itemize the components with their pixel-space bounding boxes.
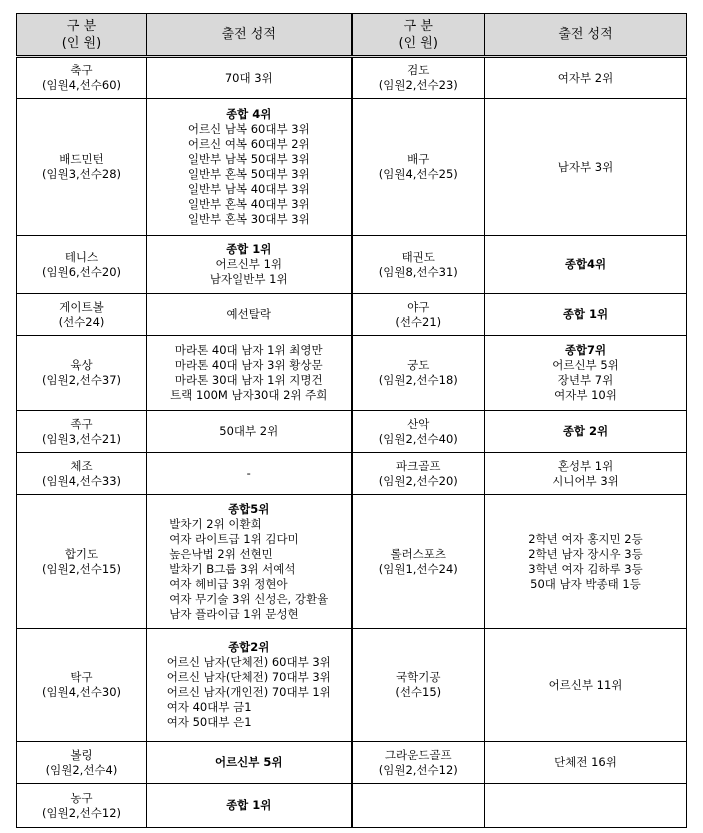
left-sport-name: 게이트볼: [59, 299, 104, 314]
right-sport-name: 배구: [407, 152, 430, 166]
left-result-line: 일반부 남복 40대부 3위: [187, 182, 310, 196]
left-sport-headcount: (임원3,선수21): [41, 431, 121, 446]
left-result-line: 트랙 100M 남자30대 2위 주희: [170, 388, 328, 402]
left-sport-cell: [17, 742, 147, 784]
left-sport-name: 육상: [70, 358, 93, 372]
left-result-line: 여자 헤비급 3위 정현아: [169, 576, 288, 591]
right-result-cell: [485, 629, 687, 742]
right-sport-headcount: (임원8,선수31): [378, 264, 458, 279]
left-sport-headcount: (임원4,선수33): [41, 473, 121, 488]
left-result-line: 70대 3위: [224, 70, 273, 85]
right-sport-name: 파크골프: [396, 458, 441, 473]
left-result-line: 일반부 혼복 50대부 3위: [187, 167, 310, 181]
right-result-line: 장년부 7위: [557, 373, 614, 387]
left-sport-name: 볼링: [70, 747, 93, 762]
left-result-summary: 종합 1위: [226, 242, 272, 256]
header-category-label-2: 구 분: [403, 18, 433, 34]
left-result-summary: 어르신부 5위: [214, 755, 283, 769]
left-result-summary: 종합 1위: [226, 798, 272, 812]
right-result-line: 2학년 여자 홍지민 2등: [528, 531, 643, 546]
right-sport-name: 산악: [407, 416, 430, 431]
right-sport-headcount: (선수21): [395, 314, 442, 329]
table-row: [17, 99, 687, 236]
left-sport-cell: [17, 336, 147, 411]
left-sport-name: 체조: [70, 458, 93, 473]
left-sport-name: 축구: [70, 63, 93, 77]
left-result-cell: [147, 742, 352, 784]
right-sport-name: 궁도: [407, 358, 430, 372]
left-result-cell: [147, 453, 352, 495]
right-sport-headcount: (임원2,선수40): [378, 431, 458, 446]
header-result-label: 출전 성적: [221, 27, 276, 42]
right-result-line: 어르신부 11위: [548, 677, 623, 692]
left-result-cell: [147, 495, 352, 629]
right-result-line: 시니어부 3위: [552, 473, 619, 488]
right-result-cell: [485, 236, 687, 294]
left-result-line: 어르신 남자(개인전) 70대부 1위: [166, 685, 331, 699]
left-result-line: 여자 50대부 은1: [166, 715, 252, 729]
left-sport-headcount: (임원4,선수30): [41, 685, 121, 699]
left-sport-headcount: (임원2,선수37): [41, 373, 121, 387]
right-result-line: 여자부 2위: [557, 70, 614, 85]
left-sport-name: 농구: [70, 790, 93, 805]
left-sport-name: 배드민턴: [59, 152, 104, 166]
left-result-line: 마라톤 40대 남자 1위 최영만: [174, 343, 323, 357]
left-result-cell: [147, 411, 352, 453]
right-result-line: 3학년 여자 김하루 3등: [528, 561, 643, 576]
right-result-cell: [485, 294, 687, 336]
left-sport-cell: [17, 57, 147, 99]
left-result-line: 여자 40대부 금1: [166, 700, 252, 714]
right-result-line: 단체전 16위: [554, 755, 617, 769]
right-result-line: 50대 남자 박종태 1등: [530, 576, 641, 591]
left-result-line: 일반부 남복 50대부 3위: [187, 152, 310, 166]
left-result-line: 여자 무기술 3위 신성은, 강환율: [169, 591, 329, 606]
right-sport-name: 검도: [407, 63, 430, 77]
left-result-line: 남자 플라이급 1위 문성현: [169, 606, 299, 621]
header-result-label-2: 출전 성적: [558, 27, 613, 42]
right-result-line: 여자부 10위: [554, 388, 617, 402]
left-sport-name: 족구: [70, 416, 93, 431]
left-result-line: 어르신 남자(단체전) 70대부 3위: [166, 670, 331, 684]
table-row: [17, 742, 687, 784]
left-result-line: 마라톤 40대 남자 3위 황상문: [174, 358, 323, 372]
header-row: [17, 14, 687, 57]
right-result-cell: [485, 453, 687, 495]
table-row: [17, 784, 687, 828]
right-result-cell: [485, 784, 687, 828]
right-sport-cell: [352, 57, 485, 99]
left-result-cell: [147, 236, 352, 294]
left-sport-cell: [17, 294, 147, 336]
left-result-cell: [147, 99, 352, 236]
right-sport-cell: [352, 336, 485, 411]
left-sport-name: 합기도: [64, 546, 99, 561]
right-sport-cell: [352, 236, 485, 294]
right-result-line: 남자부 3위: [557, 159, 614, 174]
table-row: [17, 629, 687, 742]
header-category: [17, 14, 147, 57]
left-result-line: 발차기 2위 이환희: [169, 516, 262, 531]
right-result-cell: [485, 495, 687, 629]
left-sport-name: 테니스: [64, 249, 99, 264]
left-sport-cell: [17, 629, 147, 742]
header-category-2: [352, 14, 485, 57]
right-sport-cell: [352, 411, 485, 453]
table-row: [17, 495, 687, 629]
table-row: [17, 411, 687, 453]
header-headcount-label: (인 원): [61, 35, 102, 51]
left-sport-cell: [17, 236, 147, 294]
right-sport-name: 그라운드골프: [384, 747, 452, 762]
left-sport-cell: [17, 495, 147, 629]
right-result-cell: [485, 336, 687, 411]
left-result-line: 어르신 남자(단체전) 60대부 3위: [166, 655, 331, 669]
right-result-cell: [485, 99, 687, 236]
header-result: [147, 14, 352, 57]
left-result-line: 어르신 남복 60대부 3위: [187, 122, 310, 136]
left-result-summary: 종합 4위: [226, 107, 272, 121]
left-sport-headcount: (임원3,선수28): [41, 167, 121, 181]
left-sport-name: 탁구: [70, 670, 93, 684]
right-result-line: 혼성부 1위: [557, 458, 614, 473]
header-category-label: 구 분: [66, 18, 97, 34]
right-sport-headcount: (임원2,선수12): [378, 762, 458, 777]
right-sport-cell: [352, 99, 485, 236]
right-result-summary: 종합4위: [564, 257, 607, 271]
right-sport-cell: [352, 495, 485, 629]
left-result-line: 50대부 2위: [219, 424, 279, 438]
right-result-line: 어르신부 5위: [552, 358, 619, 372]
right-sport-name: 야구: [407, 299, 430, 314]
right-sport-headcount: (임원2,선수23): [378, 78, 458, 92]
table-row: [17, 57, 687, 99]
header-result-2: [485, 14, 687, 57]
left-result-line: 여자 라이트급 1위 김다미: [169, 531, 299, 546]
right-sport-headcount: (임원2,선수20): [378, 473, 458, 488]
table-row: [17, 453, 687, 495]
right-sport-cell: [352, 742, 485, 784]
right-result-cell: [485, 57, 687, 99]
left-result-cell: [147, 784, 352, 828]
right-sport-cell: [352, 294, 485, 336]
left-sport-cell: [17, 453, 147, 495]
right-sport-headcount: (선수15): [395, 685, 442, 699]
left-result-cell: [147, 336, 352, 411]
right-sport-headcount: (임원4,선수25): [378, 167, 458, 181]
table-row: [17, 336, 687, 411]
left-result-line: 일반부 혼복 30대부 3위: [187, 212, 310, 226]
right-result-summary: 종합 1위: [562, 307, 609, 321]
right-sport-headcount: (임원2,선수18): [378, 373, 458, 387]
table-row: [17, 294, 687, 336]
left-result-line: 일반부 혼복 40대부 3위: [187, 197, 310, 211]
left-sport-headcount: (임원2,선수4): [45, 762, 118, 777]
left-result-line: 마라톤 30대 남자 1위 지명건: [174, 373, 323, 387]
left-sport-headcount: (임원2,선수15): [41, 561, 121, 576]
left-result-line: 어르신 여복 60대부 2위: [187, 137, 310, 151]
right-result-cell: [485, 411, 687, 453]
table-row: [17, 236, 687, 294]
right-sport-cell: [352, 453, 485, 495]
right-sport-cell: [352, 784, 485, 828]
left-sport-cell: [17, 784, 147, 828]
left-result-cell: [147, 294, 352, 336]
right-sport-headcount: (임원1,선수24): [378, 561, 458, 576]
right-sport-name: 태권도: [401, 249, 435, 264]
right-sport-cell: [352, 629, 485, 742]
left-result-line: 발차기 B그룹 3위 서예석: [169, 561, 296, 576]
right-result-cell: [485, 742, 687, 784]
right-sport-name: 국학기공: [396, 670, 441, 684]
left-sport-headcount: (임원4,선수60): [41, 78, 121, 92]
left-result-line: 예선탈락: [226, 307, 271, 321]
right-result-summary: 종합7위: [564, 343, 607, 357]
left-result-line: 높은낙법 2위 선현민: [169, 546, 273, 561]
left-result-line: -: [246, 466, 251, 480]
left-sport-cell: [17, 99, 147, 236]
left-sport-cell: [17, 411, 147, 453]
right-result-line: 2학년 남자 장시우 3등: [528, 546, 643, 561]
results-table-container: [16, 13, 687, 828]
left-sport-headcount: (임원2,선수12): [41, 805, 121, 820]
left-result-cell: [147, 57, 352, 99]
results-table: [16, 13, 687, 828]
left-result-cell: [147, 629, 352, 742]
left-sport-headcount: (선수24): [58, 314, 105, 329]
left-result-line: 남자일반부 1위: [209, 272, 288, 286]
right-sport-name: 롤러스포츠: [390, 546, 447, 561]
left-result-summary: 종합5위: [228, 501, 270, 516]
left-result-summary: 종합2위: [228, 640, 270, 654]
left-sport-headcount: (임원6,선수20): [41, 264, 121, 279]
left-result-line: 어르신부 1위: [215, 257, 283, 271]
header-headcount-label-2: (인 원): [398, 35, 438, 51]
right-result-summary: 종합 2위: [562, 424, 609, 438]
